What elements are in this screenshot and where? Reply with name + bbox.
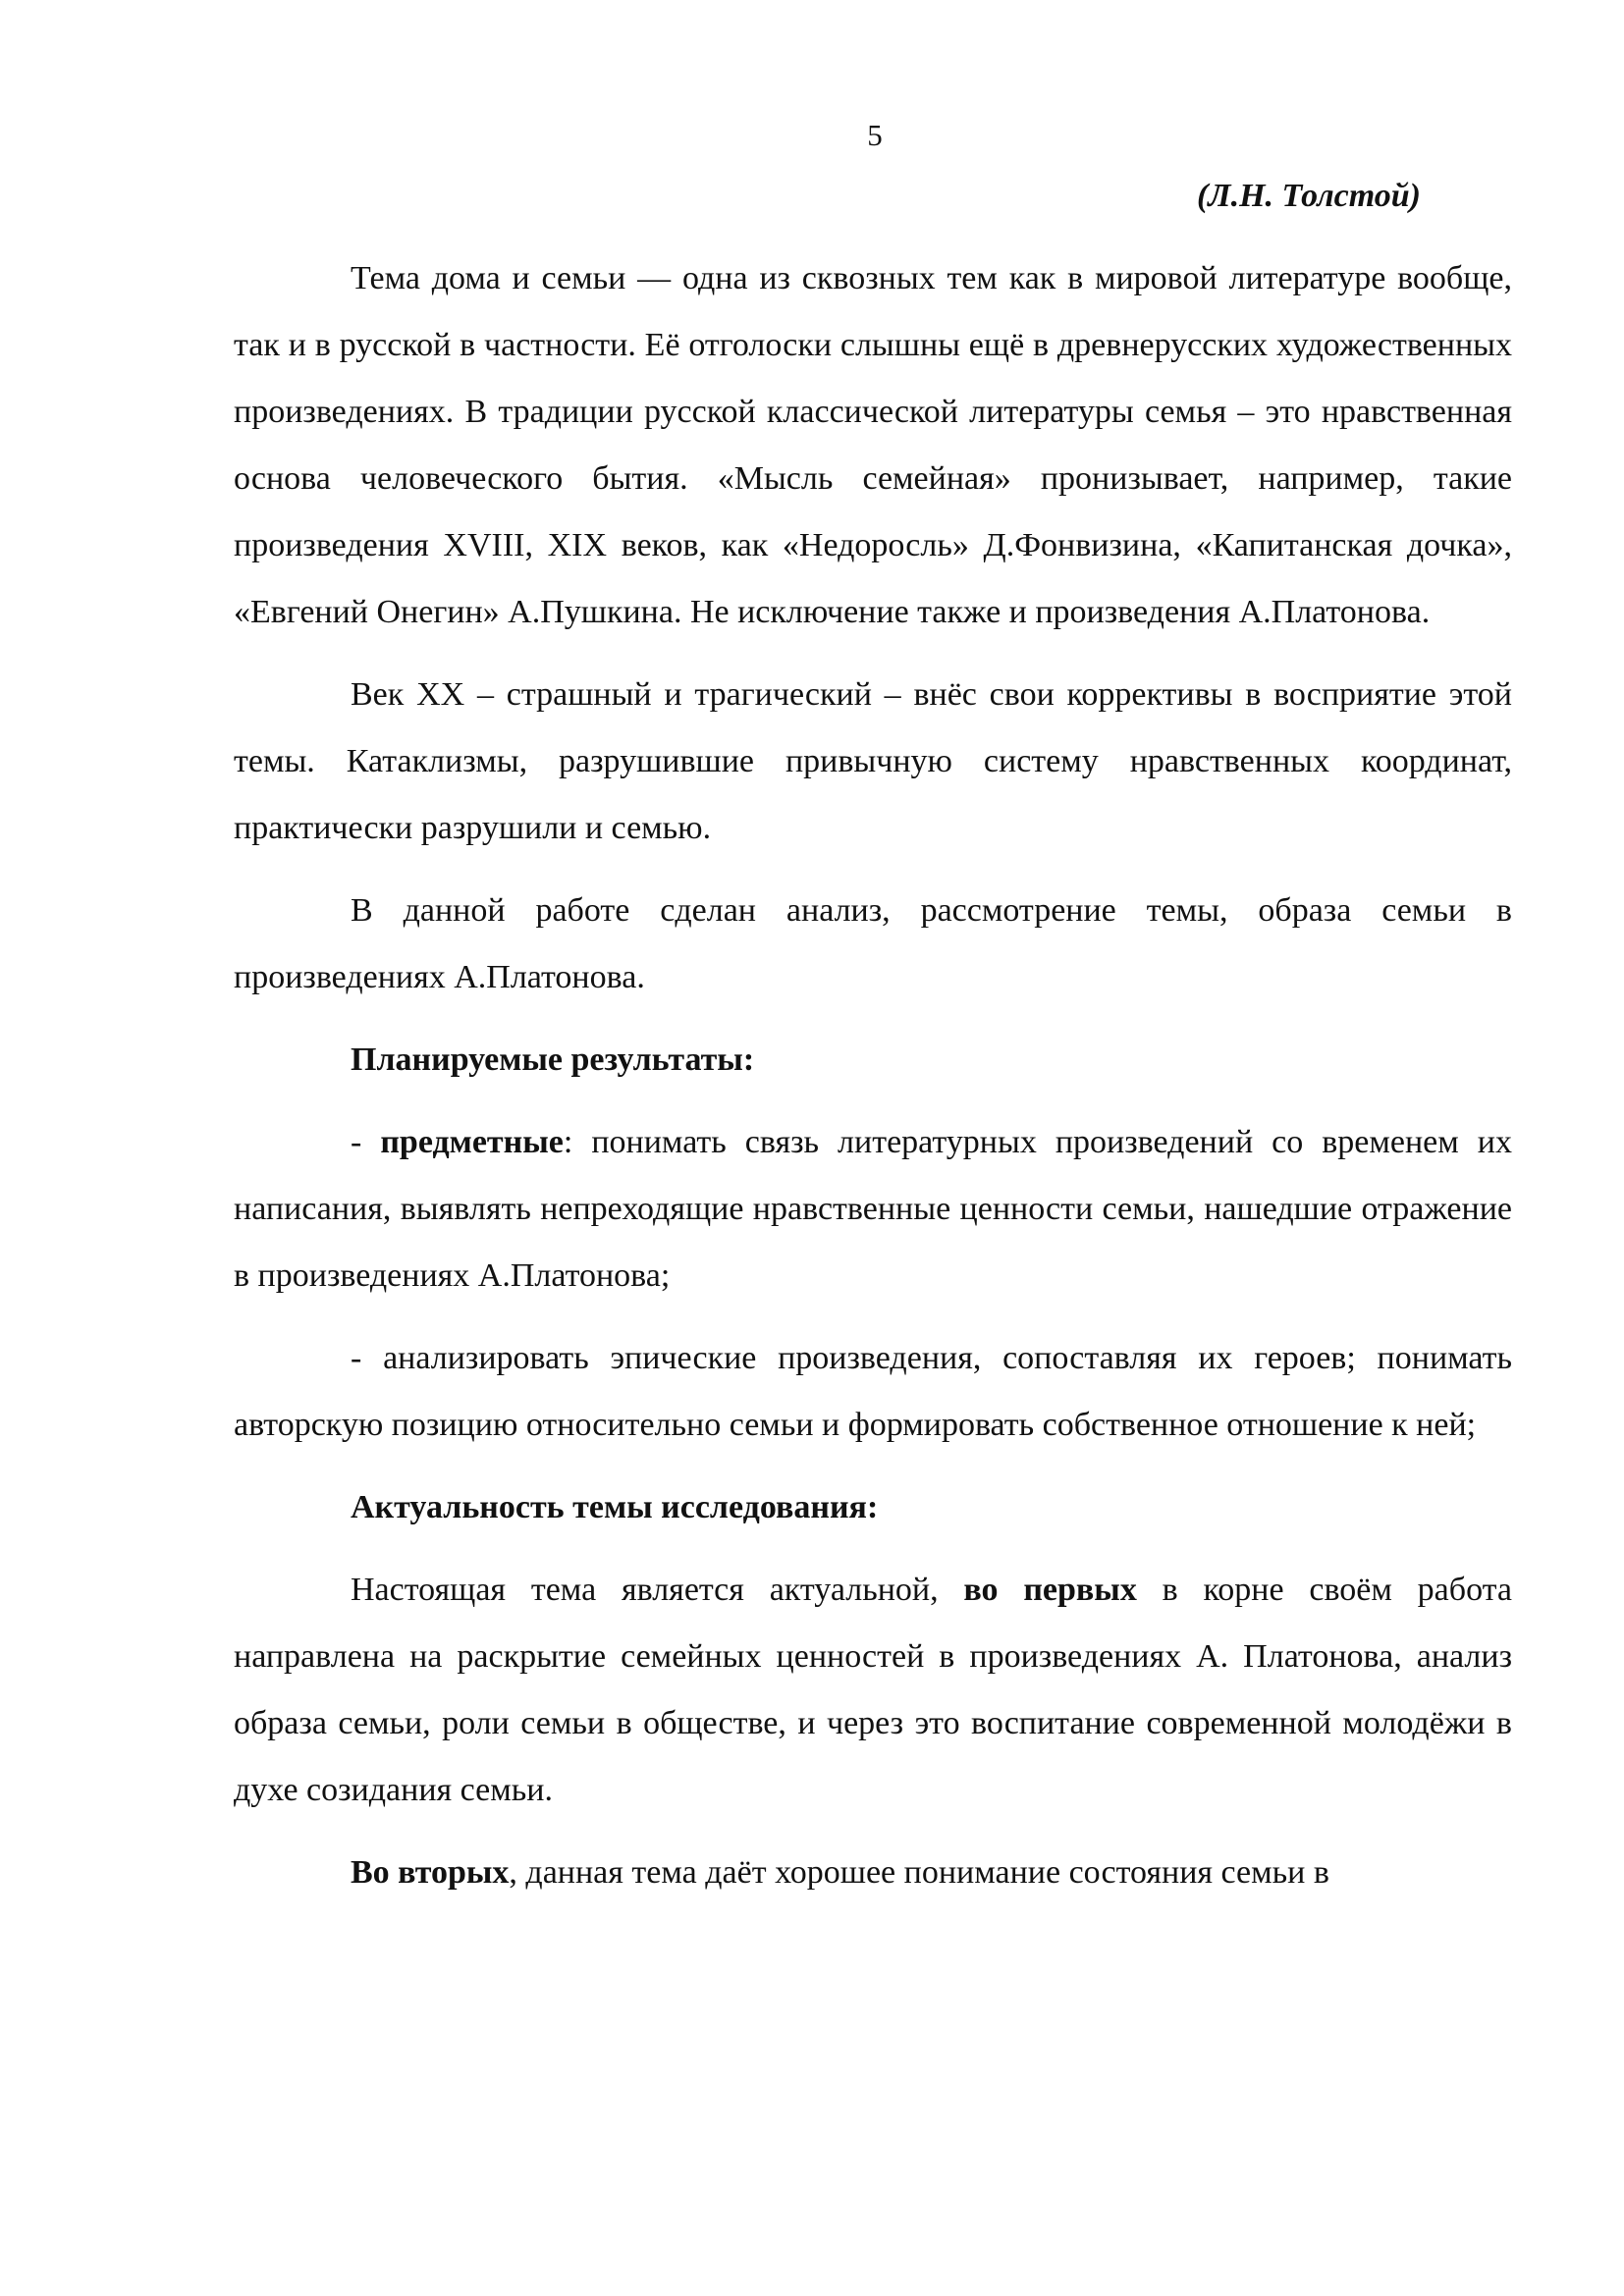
relevance-second-term: Во вторых (351, 1854, 510, 1891)
paragraph-relevance-first (234, 1557, 1512, 1824)
paragraph-analysis-results: - анализировать эпические произведения, сопоставляя их героев; понимать авторскую позицию относительно семьи и формировать собственное отношение к ней; (234, 1340, 1512, 1443)
subject-results-prefix: - (351, 1124, 381, 1160)
paragraph-relevance-second (234, 1840, 1512, 1906)
paragraph-family-theme: Тема дома и семьи — одна из сквозных тем как в мировой литературе вообще, так и в русской в частности. Её отголоски слышны ещё в древнерусских художественных произведениях. В традиции русской классической литературы семья – это нравственная основа человеческого бытия. «Мысль семейная» пронизывает, например, такие произведения XVIII, XIX веков, как «Недоросль» Д.Фонвизина, «Капитанская дочка», «Евгений Онегин» А.Пушкина. Не исключение также и произведения А.Платонова. (234, 260, 1512, 630)
heading-relevance: Актуальность темы исследования: (351, 1489, 879, 1525)
paragraph-subject-results (234, 1109, 1512, 1309)
paragraph-twentieth-century: Век XX – страшный и трагический – внёс свои коррективы в восприятие этой темы. Катаклизмы, разрушившие привычную систему нравственных координат, практически разрушили и семью. (234, 676, 1512, 846)
subject-results-text: : понимать связь литературных произведений со временем их написания, выявлять непреходящие нравственные ценности семьи, нашедшие отражение в произведениях А.Платонова; (234, 1124, 1512, 1294)
epigraph-author: (Л.Н. Толстой) (1196, 178, 1421, 214)
relevance-first-text: в корне своём работа направлена на раскрытие семейных ценностей в произведениях А. Платонова, анализ образа семьи, роли семьи в обществе, и через это воспитание современной молодёжи в духе созидания семьи. (234, 1572, 1512, 1808)
document-body (234, 245, 1512, 1922)
paragraph-work-scope: В данной работе сделан анализ, рассмотрение темы, образа семьи в произведениях А.Платонова. (234, 892, 1512, 995)
relevance-second-text: , данная тема даёт хорошее понимание состояния семьи в (509, 1854, 1329, 1891)
relevance-first-intro: Настоящая тема является актуальной, (351, 1572, 964, 1608)
page-number: 5 (867, 118, 883, 152)
subject-results-term: предметные (380, 1124, 564, 1160)
heading-planned-results: Планируемые результаты: (351, 1041, 755, 1078)
relevance-first-term: во первых (963, 1572, 1137, 1608)
